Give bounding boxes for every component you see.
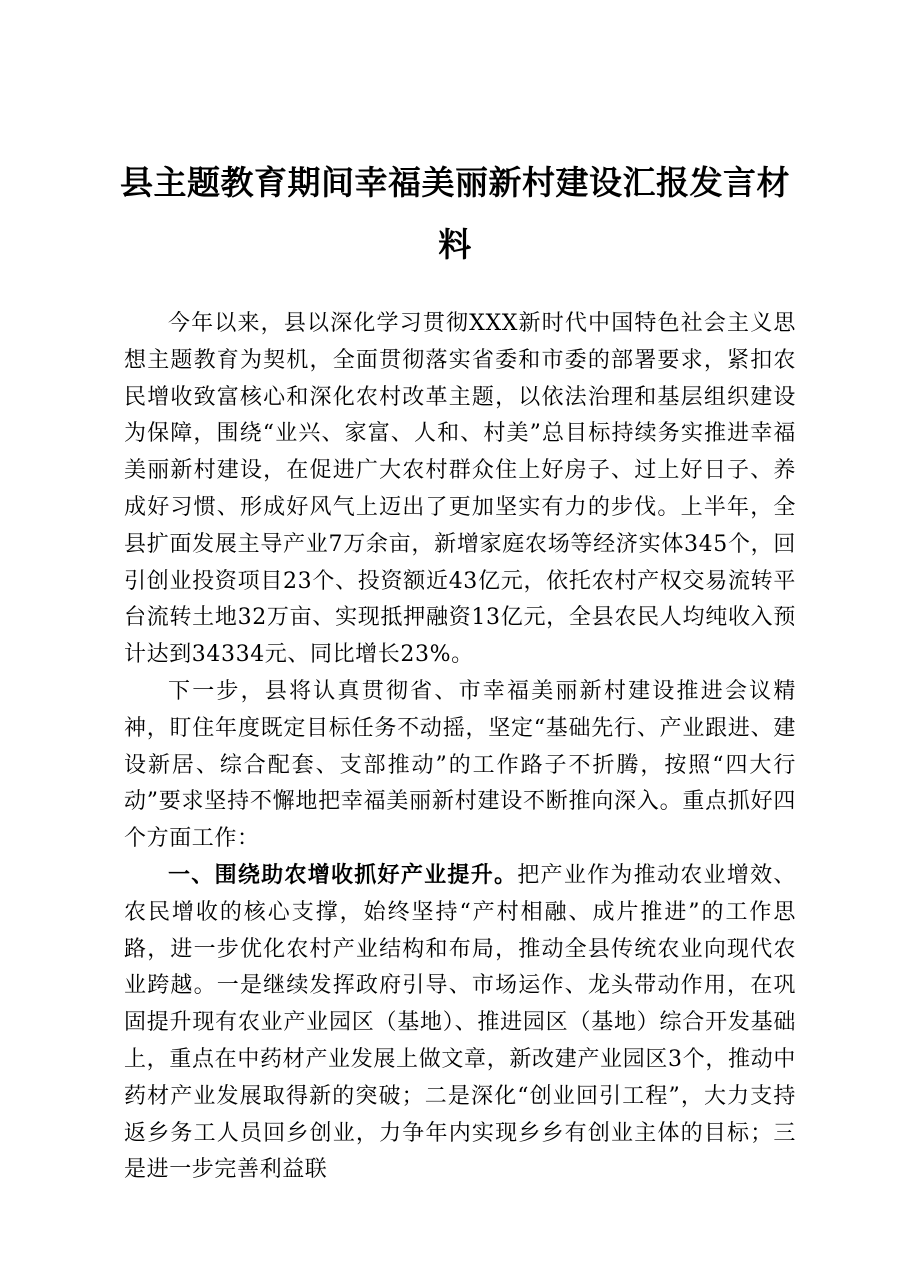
paragraph-text: 把产业作为推动农业增效、农民增收的核心支撑，始终坚持“产村相融、成片推进”的工作思路，进一步优化农村产业结构和布局，推动全县传统农业向现代农业跨越。一是继续发挥政府引导、市场运作、龙头带动作用，在巩固提升现有农业产业园区（基地）、推进园区（基地）综合开发基础上，重点在中药材产业发展上做文章，新改建产业园区3个，推动中药材产业发展取得新的突破；二是深化“创业回引工程”，大力支持返乡务工人员回乡创业，力争年内实现乡乡有创业主体的目标；三是进一步完善利益联 [124,862,796,1183]
body-paragraph-section-one [124,858,796,1189]
body-paragraph-next-steps [124,674,796,858]
document-body [124,306,796,1189]
paragraph-text: 今年以来，县以深化学习贯彻XXX新时代中国特色社会主义思想主题教育为契机，全面贯彻落实省委和市委的部署要求，紧扣农民增收致富核心和深化农村改革主题，以依法治理和基层组织建设为保障，围绕“业兴、家富、人和、村美”总目标持续务实推进幸福美丽新村建设，在促进广大农村群众住上好房子、过上好日子、养成好习惯、形成好风气上迈出了更加坚实有力的步伐。上半年，全县扩面发展主导产业7万余亩，新增家庭农场等经济实体345个，回引创业投资项目23个、投资额近43亿元，依托农村产权交易流转平台流转土地32万亩、实现抵押融资13亿元，全县农民人均纯收入预计达到34334元、同比增长23%。 [124,311,796,668]
section-heading: 一、围绕助农增收抓好产业提升。 [168,862,518,888]
document-title: 县主题教育期间幸福美丽新村建设汇报发言材料 [120,163,790,264]
paragraph-text: 下一步，县将认真贯彻省、市幸福美丽新村建设推进会议精神，盯住年度既定目标任务不动摇，坚定“基础先行、产业跟进、建设新居、综合配套、支部推动”的工作路子不折腾，按照“四大行动”要求坚持不懈地把幸福美丽新村建设不断推向深入。重点抓好四个方面工作： [124,678,796,852]
body-paragraph-intro [124,306,796,674]
